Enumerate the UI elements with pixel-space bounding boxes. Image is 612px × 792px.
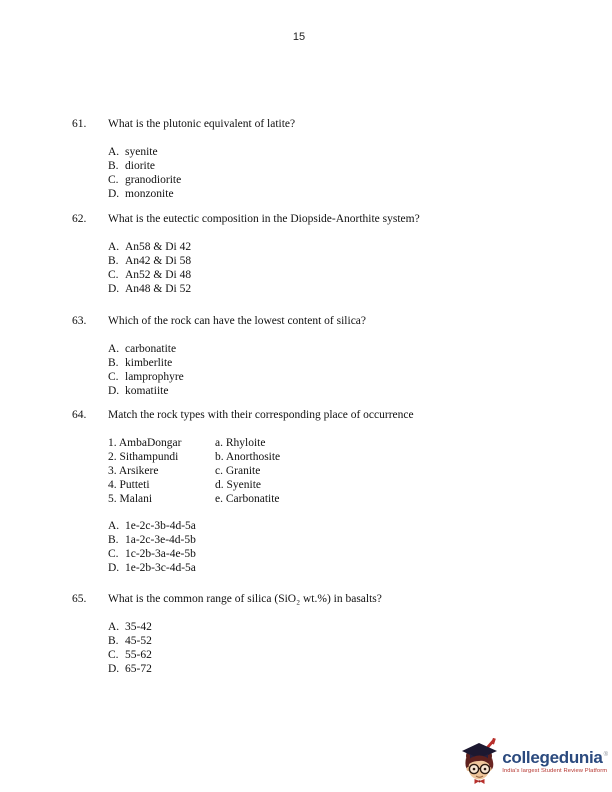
question-text: What is the plutonic equivalent of latite? xyxy=(108,118,296,130)
option-label: C. xyxy=(108,548,119,560)
option-label: D. xyxy=(108,663,120,675)
option-a xyxy=(108,240,592,254)
option-text: 1e-2c-3b-4d-5a xyxy=(125,520,196,532)
option-b xyxy=(108,634,592,648)
registered-mark-icon: ® xyxy=(603,752,608,758)
option-text: 55-62 xyxy=(125,649,152,661)
match-row xyxy=(108,478,592,492)
option-label: D. xyxy=(108,562,120,574)
question-62 xyxy=(72,212,592,296)
match-item-left: 3. Arsikere xyxy=(108,465,159,477)
match-item-right: e. Carbonatite xyxy=(215,493,280,505)
question-number: 64. xyxy=(72,409,87,421)
question-text: Which of the rock can have the lowest content of silica? xyxy=(108,315,367,327)
option-a xyxy=(108,145,592,159)
option-label: D. xyxy=(108,188,120,200)
option-text: lamprophyre xyxy=(125,371,184,383)
option-d xyxy=(108,662,592,676)
option-text: granodiorite xyxy=(125,174,182,186)
option-d xyxy=(108,187,592,201)
option-text: diorite xyxy=(125,160,156,172)
page-number: 15 xyxy=(292,31,306,43)
option-c xyxy=(108,268,592,282)
option-label: D. xyxy=(108,385,120,397)
question-text: What is the common range of silica (SiO₂ wt.%) in basalts? xyxy=(108,593,382,605)
match-row xyxy=(108,450,592,464)
option-text: komatiite xyxy=(125,385,169,397)
options-list xyxy=(108,240,592,296)
option-label: A. xyxy=(108,621,120,633)
option-text: An48 & Di 52 xyxy=(125,283,192,295)
option-label: B. xyxy=(108,255,119,267)
option-d xyxy=(108,384,592,398)
option-label: A. xyxy=(108,241,120,253)
option-label: B. xyxy=(108,160,119,172)
option-text: 1a-2c-3e-4d-5b xyxy=(125,534,196,546)
option-text: 1e-2b-3c-4d-5a xyxy=(125,562,196,574)
question-number: 65. xyxy=(72,593,87,605)
options-list xyxy=(108,145,592,201)
option-label: A. xyxy=(108,520,120,532)
option-label: B. xyxy=(108,635,119,647)
option-b xyxy=(108,254,592,268)
option-text: An52 & Di 48 xyxy=(125,269,192,281)
option-text: An42 & Di 58 xyxy=(125,255,192,267)
question-61 xyxy=(72,117,592,201)
question-64 xyxy=(72,408,592,575)
option-label: A. xyxy=(108,343,120,355)
option-label: D. xyxy=(108,283,120,295)
option-text: kimberlite xyxy=(125,357,173,369)
option-text: An58 & Di 42 xyxy=(125,241,192,253)
option-c xyxy=(108,370,592,384)
options-list xyxy=(108,519,592,575)
option-text: 35-42 xyxy=(125,621,152,633)
match-item-left: 2. Sithampundi xyxy=(108,451,179,463)
question-text: Match the rock types with their corresponding place of occurrence xyxy=(108,409,414,421)
option-label: C. xyxy=(108,371,119,383)
option-label: C. xyxy=(108,649,119,661)
question-number: 62. xyxy=(72,213,87,225)
collegedunia-logo xyxy=(460,738,608,785)
option-label: C. xyxy=(108,174,119,186)
option-text: 45-52 xyxy=(125,635,152,647)
match-row xyxy=(108,464,592,478)
option-text: monzonite xyxy=(125,188,174,200)
options-list xyxy=(108,620,592,676)
question-63 xyxy=(72,314,592,398)
option-a xyxy=(108,342,592,356)
option-b xyxy=(108,356,592,370)
option-a xyxy=(108,620,592,634)
option-text: 65-72 xyxy=(125,663,152,675)
options-list xyxy=(108,342,592,398)
question-number: 63. xyxy=(72,315,87,327)
option-b xyxy=(108,533,592,547)
match-item-left: 4. Putteti xyxy=(108,479,150,491)
match-item-left: 5. Malani xyxy=(108,493,153,505)
option-c xyxy=(108,173,592,187)
match-item-right: c. Granite xyxy=(215,465,261,477)
brand-name: collegedunia xyxy=(502,748,603,767)
option-text: carbonatite xyxy=(125,343,177,355)
collegedunia-mascot-icon xyxy=(460,738,500,785)
option-text: 1c-2b-3a-4e-5b xyxy=(125,548,196,560)
option-c xyxy=(108,648,592,662)
option-d xyxy=(108,282,592,296)
question-text: What is the eutectic composition in the Diopside-Anorthite system? xyxy=(108,213,420,225)
match-item-right: d. Syenite xyxy=(215,479,261,491)
option-d xyxy=(108,561,592,575)
match-table xyxy=(108,436,592,506)
match-item-right: a. Rhyloite xyxy=(215,437,266,449)
match-row xyxy=(108,436,592,450)
option-label: B. xyxy=(108,357,119,369)
match-row xyxy=(108,492,592,506)
match-item-left: 1. AmbaDongar xyxy=(108,437,182,449)
match-item-right: b. Anorthosite xyxy=(215,451,281,463)
brand-tagline: India's largest Student Review Platform xyxy=(502,768,608,774)
option-a xyxy=(108,519,592,533)
question-65 xyxy=(72,592,592,676)
option-label: B. xyxy=(108,534,119,546)
option-text: syenite xyxy=(125,146,158,158)
option-c xyxy=(108,547,592,561)
question-number: 61. xyxy=(72,118,87,130)
option-label: C. xyxy=(108,269,119,281)
option-b xyxy=(108,159,592,173)
option-label: A. xyxy=(108,146,120,158)
